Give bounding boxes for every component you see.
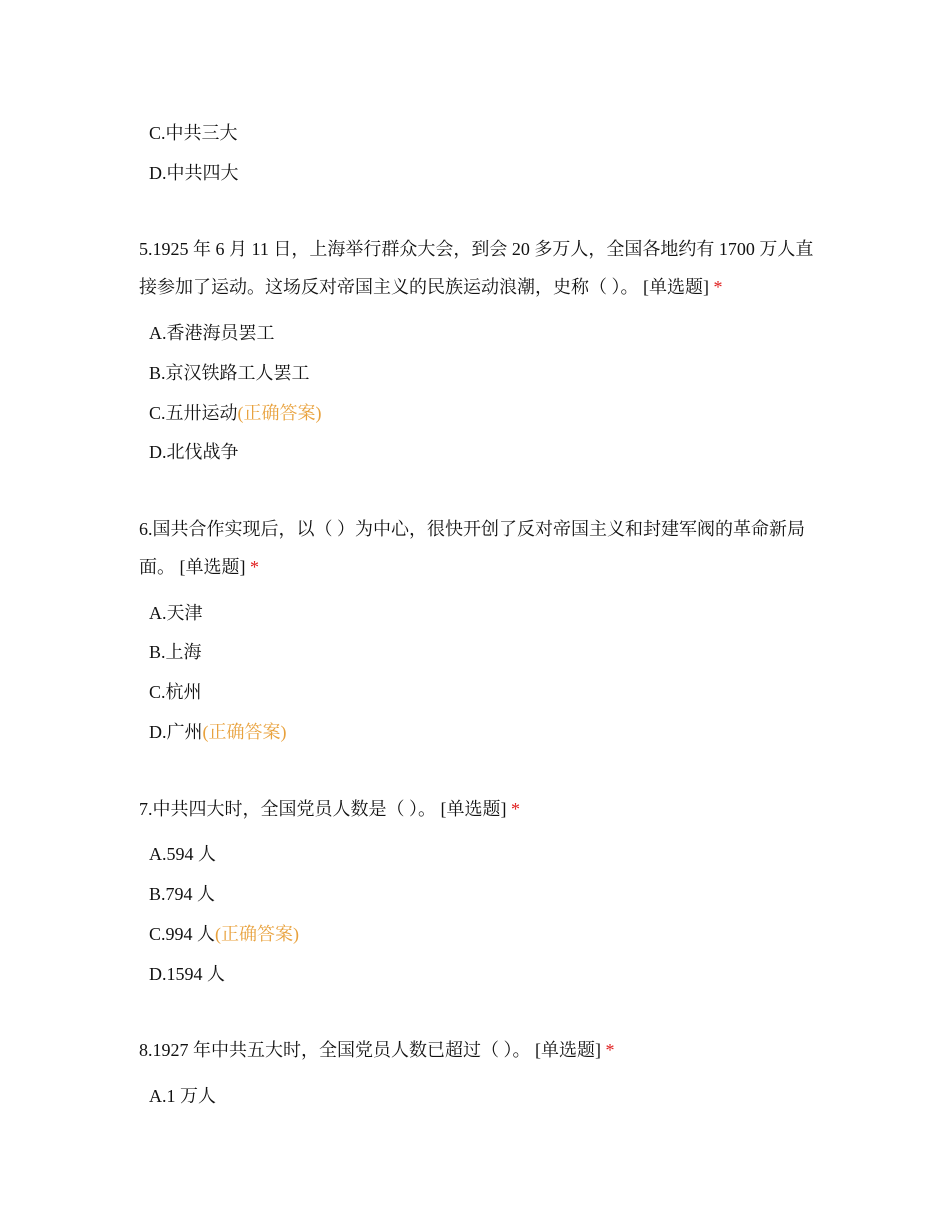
required-mark: *	[250, 557, 259, 577]
question-type-tag: [单选题]	[440, 799, 507, 819]
option-label: D.广州	[149, 722, 203, 742]
option-a[interactable]	[149, 842, 216, 866]
question-text: 5.1925 年 6 月 11 日，上海举行群众大会，到会 20 多万人，全国各地约有 1700 万人直接参加了运动。这场反对帝国主义的民族运动浪潮，史称（ ）。	[139, 239, 814, 297]
question-text: 8.1927 年中共五大时，全国党员人数已超过（ ）。	[139, 1040, 531, 1060]
option-label: D.中共四大	[149, 163, 239, 183]
option-label: C.中共三大	[149, 123, 238, 143]
option-label: D.北伐战争	[149, 442, 239, 462]
correct-answer-tag: (正确答案)	[202, 722, 287, 742]
option-label: A.594 人	[149, 844, 216, 864]
option-label: A.天津	[149, 603, 203, 623]
option-c[interactable]	[149, 121, 238, 145]
option-c[interactable]	[149, 680, 202, 704]
correct-answer-tag: (正确答案)	[215, 924, 300, 944]
question-text: 6.国共合作实现后，以（ ）为中心，很快开创了反对帝国主义和封建军阀的革命新局面。	[139, 519, 805, 577]
option-d[interactable]	[149, 161, 239, 185]
option-label: B.794 人	[149, 884, 216, 904]
option-label: C.五卅运动	[149, 403, 238, 423]
question-text: 7.中共四大时，全国党员人数是（ ）。	[139, 799, 436, 819]
option-label: B.京汉铁路工人罢工	[149, 363, 310, 383]
question-7	[139, 790, 819, 828]
option-label: D.1594 人	[149, 964, 225, 984]
question-5	[139, 230, 819, 306]
option-a[interactable]	[149, 601, 203, 625]
question-6	[139, 510, 819, 586]
option-a[interactable]	[149, 321, 275, 345]
correct-answer-tag: (正确答案)	[237, 403, 322, 423]
option-a[interactable]	[149, 1084, 216, 1108]
option-c[interactable]	[149, 401, 322, 425]
option-d[interactable]	[149, 962, 225, 986]
option-d[interactable]	[149, 720, 287, 744]
question-type-tag: [单选题]	[535, 1040, 601, 1060]
required-mark: *	[713, 277, 723, 297]
option-label: C.994 人	[149, 924, 216, 944]
required-mark: *	[511, 799, 520, 819]
option-b[interactable]	[149, 361, 310, 385]
option-c[interactable]	[149, 922, 299, 946]
option-label: A.1 万人	[149, 1086, 216, 1106]
option-label: C.杭州	[149, 682, 202, 702]
option-label: B.上海	[149, 642, 202, 662]
option-b[interactable]	[149, 640, 202, 664]
option-b[interactable]	[149, 882, 215, 906]
question-8	[139, 1031, 819, 1069]
question-type-tag: [单选题]	[179, 557, 246, 577]
option-d[interactable]	[149, 440, 239, 464]
question-type-tag: [单选题]	[643, 277, 709, 297]
required-mark: *	[605, 1040, 615, 1060]
option-label: A.香港海员罢工	[149, 323, 275, 343]
